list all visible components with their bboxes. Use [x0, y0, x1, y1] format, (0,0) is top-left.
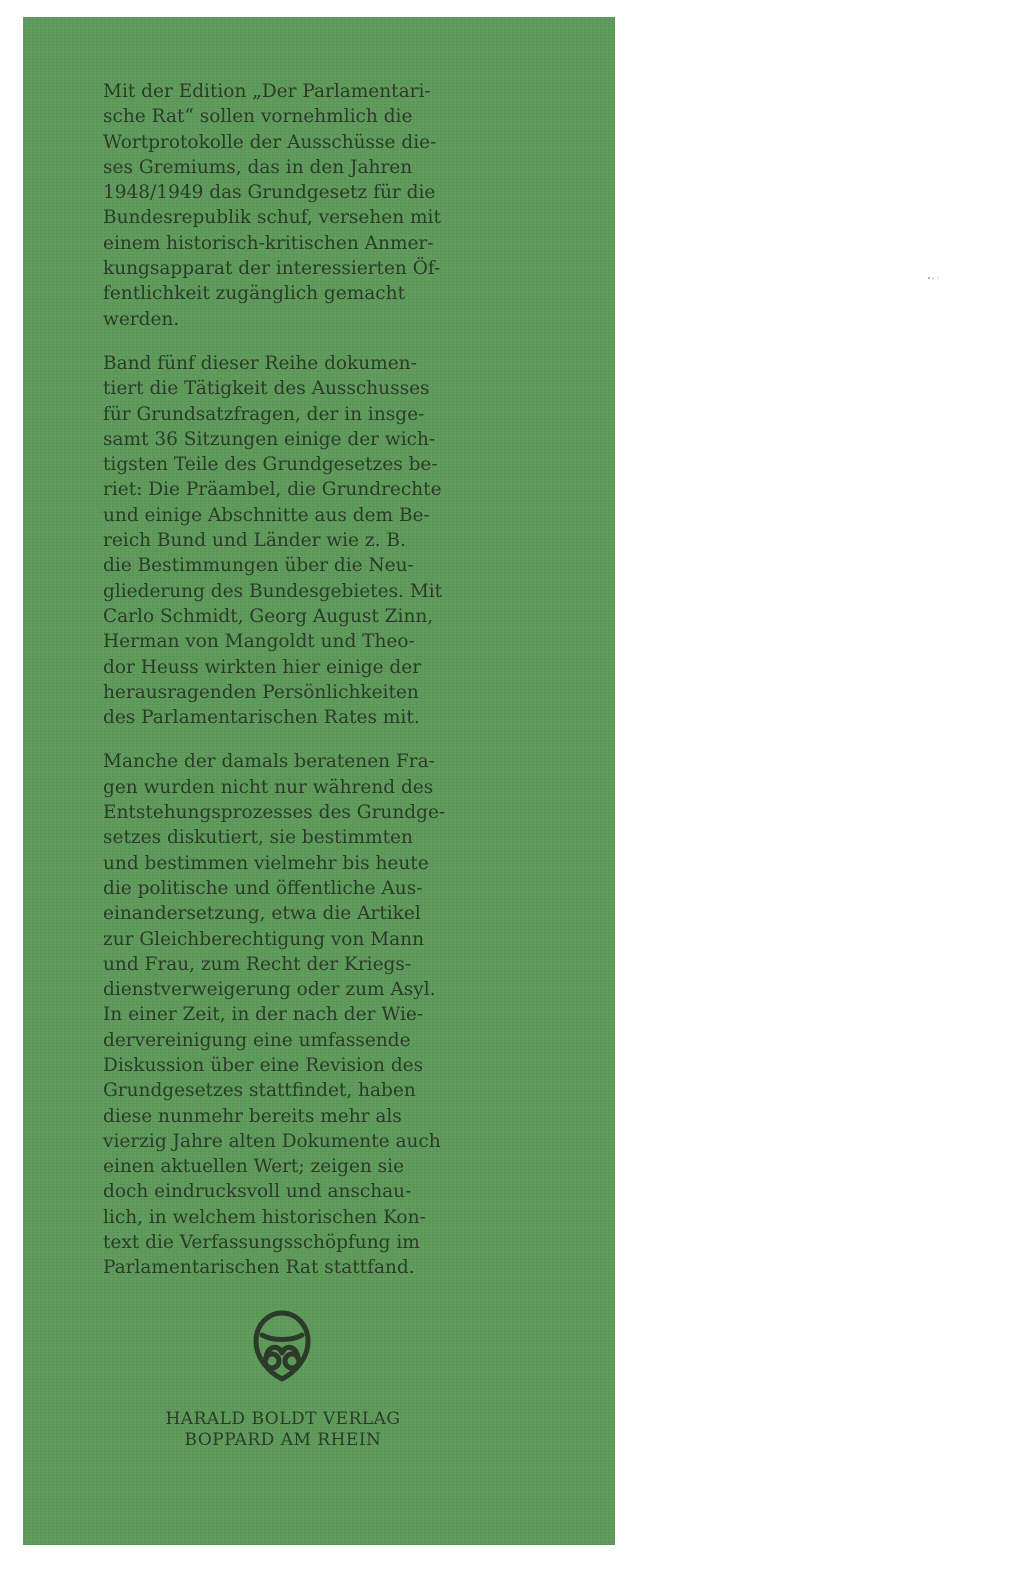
- scan-speck: [926, 276, 942, 280]
- blurb-paragraph-1: Mit der Edition „Der Parlamentari- sche Rat“ sollen vornehmlich die Wortprotokolle der Ausschüsse die- ses Gremiums, das in den Jahren 1948/1949 das Grundgesetz für die Bundesrepublik schuf, versehen mit einem historisch-kritischen Anmer- kungsapparat der interessierten Öf- fentlichkeit zugänglich gemacht werden.: [103, 81, 441, 330]
- publisher-imprint: [103, 1409, 463, 1451]
- book-back-cover: [23, 17, 615, 1545]
- blurb-paragraph-2: Band fünf dieser Reihe dokumen- tiert die Tätigkeit des Ausschusses für Grundsatzfragen, der in insge- samt 36 Sitzungen einige der wich- tigsten Teile des Grundgesetzes be- riet: Die Präambel, die Grundrechte und einige Abschnitte aus dem Be- reich Bund und Länder wie z. B. die Bestimmungen über die Neu- gliederung des Bundesgebietes. Mit Carlo Schmidt, Georg August Zinn, Herman von Mangoldt und Theo- dor Heuss wirkten hier einige der herausragenden Persönlichkeiten des Parlamentarischen Rates mit.: [103, 352, 443, 729]
- publisher-location: BOPPARD AM RHEIN: [184, 1430, 382, 1450]
- blurb-paragraph-3: Manche der damals beratenen Fra- gen wurden nicht nur während des Entstehungsprozesses des Grundge- setzes diskutiert, sie bestimmten und bestimmen vielmehr bis heute die politische und öffentliche Aus- einandersetzung, etwa die Artikel zur Gleichberechtigung von Mann und Frau, zum Recht der Kriegs- dienstverweigerung oder zum Asyl. In einer Zeit, in der nach der Wie- dervereinigung eine umfassende Diskussion über eine Revision des Grundgesetzes stattfindet, haben diese nunmehr bereits mehr als vierzig Jahre alten Dokumente auch einen aktuellen Wert; zeigen sie doch eindrucksvoll und anschau- lich, in welchem historischen Kon- text die Verfassungsschöpfung im Parlamentarischen Rat stattfand.: [103, 751, 446, 1279]
- publisher-name: HARALD BOLDT VERLAG: [165, 1409, 401, 1429]
- blurb-text: [103, 79, 483, 1300]
- publisher-monogram-icon: [248, 1307, 316, 1385]
